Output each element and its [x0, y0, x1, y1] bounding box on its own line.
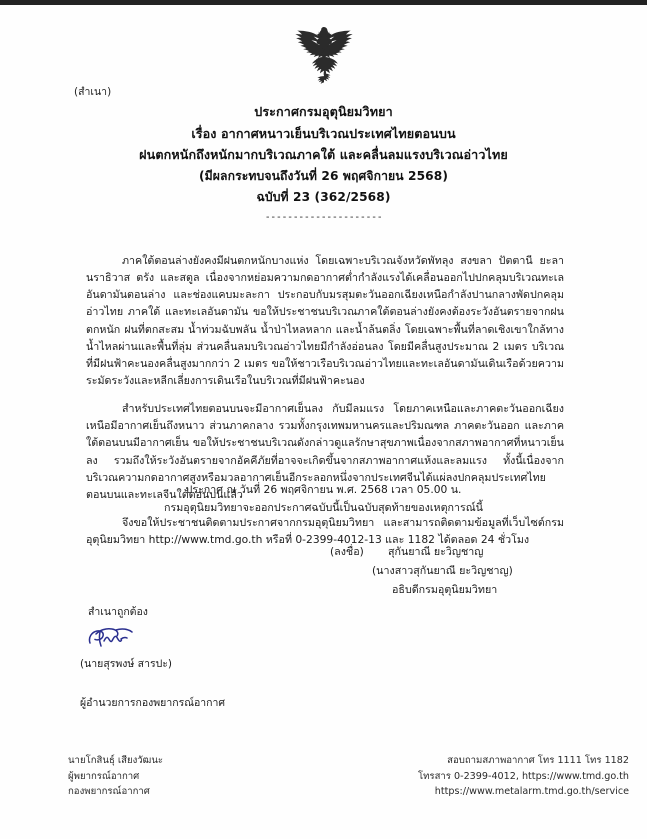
contact-service-url: https://www.metalarm.tmd.go.th/service [434, 786, 629, 797]
announcement-title: ประกาศกรมอุตุนิยมวิทยา [254, 104, 393, 119]
signature-line [330, 542, 590, 561]
document-page [0, 5, 647, 839]
certification-block [80, 603, 320, 711]
signature-block [330, 542, 590, 599]
document-footer [0, 753, 647, 800]
paragraph-2-text: สำหรับประเทศไทยตอนบนจะมีอากาศเย็นลง กับมีลมแรง โดยภาคเหนือและภาคตะวันออกเฉียงเหนือมีอากาศเย็นถึงหนาว ส่วนภาคกลาง รวมทั้งกรุงเทพมหานครและปริมณฑล ภาคตะวันออก และภาคใต้ตอนบนมีอากาศเย็น ขอให้ประชาชนบริเวณดังกล่าวดูแลรักษาสุขภาพเนื่องจากสภาพอากาศที่หนาวเย็นลง รวมถึงให้ระวังอันตรายจากอัคคีภัยที่อาจจะเกิดขึ้นจากสภาพอากาศแห้งและลมแรง ทั้งนี้เนื่องจากบริเวณความกดอากาศสูงหรือมวลอากาศเย็นอีกระลอกหนึ่งจากประเทศจีนได้แผ่ลงปกคลุมประเทศไทยตอนบนและทะเลจีนใต้ตอนบนแล้ว [86, 402, 564, 502]
paragraph-3-text: จึงขอให้ประชาชนติดตามประกาศจากกรมอุตุนิยมวิทยา และสามารถติดตามข้อมูลที่เว็บไซต์กรมอุตุนิยมวิทยา http://www.tmd.go.th หรือที่ 0-2399-4012-13 และ 1182 ได้ตลอด 24 ชั่วโมง [86, 515, 564, 547]
document-header [0, 101, 647, 223]
paragraph-1 [86, 252, 564, 390]
header-divider: --------------------- [264, 209, 383, 223]
footer-left-block [68, 753, 163, 800]
forecaster-division: กองพยากรณ์อากาศ [68, 786, 150, 797]
contact-fax-website-line: โทรสาร 0-2399-4012, https://www.tmd.go.th [417, 770, 629, 782]
certifier-role: ผู้อำนวยการกองพยากรณ์อากาศ [80, 697, 226, 709]
issue-number: ฉบับที่ 23 (362/2568) [256, 190, 391, 204]
forecaster-title: ผู้พยากรณ์อากาศ [68, 770, 140, 782]
paragraph-1-text: ภาคใต้ตอนล่างยังคงมีฝนตกหนักบางแห่ง โดยเฉพาะบริเวณจังหวัดพัทลุง สงขลา ปัตตานี ยะลา นราธิวาส ตรัง และสตูล เนื่องจากหย่อมความกดอากาศต่ำกำลังแรงได้เคลื่อนออกไปปกคลุมบริเวณทะเลอันดามันตอนล่าง และช่องแคบมะละกา ประกอบกับมรสุมตะวันออกเฉียงเหนือกำลังปานกลางพัดปกคลุมอ่าวไทย ภาคใต้ และทะเลอันดามัน ขอให้ประชาชนบริเวณภาคใต้ตอนล่างยังคงต้องระวังอันตรายจากฝนตกหนัก ฝนที่ตกสะสม น้ำท่วมฉับพลัน น้ำป่าไหลหลาก และน้ำล้นตลิ่ง โดยเฉพาะพื้นที่ลาดเชิงเขาใกล้ทางน้ำไหลผ่านและพื้นที่ลุ่ม ส่วนคลื่นลมบริเวณอ่าวไทยมีกำลังอ่อนลง โดยมีคลื่นสูงประมาณ 2 เมตร บริเวณที่มีฝนฟ้าคะนองคลื่นสูงมากกว่า 2 เมตร ขอให้ชาวเรือบริเวณอ่าวไทยและทะเลอันดามันเดินเรือด้วยความระมัดระวังและหลีกเลี่ยงการเดินเรือในบริเวณที่มีฝนฟ้าคะนอง [86, 253, 564, 388]
handwritten-signature [80, 621, 320, 655]
announcement-subject: เรื่อง อากาศหนาวเย็นบริเวณประเทศไทยตอนบน [191, 125, 456, 141]
closing-block [0, 481, 647, 517]
announcement-datetime: ประกาศ ณ วันที่ 26 พฤศจิกายน พ.ศ. 2568 เวลา 05.00 น. [185, 483, 462, 496]
footer-right-block [418, 753, 629, 800]
effective-period: (มีผลกระทบจนถึงวันที่ 26 พฤศจิกายน 2568) [198, 168, 449, 183]
signer-name: สุกันยาณี ยะวิญชาญ [388, 545, 484, 558]
forecaster-name: นายโกสินธุ์ เสียงวัฒนะ [68, 755, 164, 766]
announcement-subject-2: ฝนตกหนักถึงหนักมากบริเวณภาคใต้ และคลื่นลมแรงบริเวณอ่าวไทย [139, 147, 508, 162]
contact-phone-line: สอบถามสภาพอากาศ โทร 1111 โทร 1182 [447, 755, 629, 766]
final-issue-notice: กรมอุตุนิยมวิทยาจะออกประกาศฉบับนี้เป็นฉบับสุดท้ายของเหตุการณ์นี้ [164, 501, 483, 514]
signer-full-name: (นางสาวสุกันยาณี ยะวิญชาญ) [372, 564, 513, 577]
certifier-name: (นายสุรพงษ์ สารปะ) [80, 658, 173, 670]
certification-title: สำเนาถูกต้อง [88, 606, 148, 618]
garuda-emblem [0, 23, 647, 99]
signer-position: อธิบดีกรมอุตุนิยมวิทยา [392, 583, 498, 596]
copy-mark-label: (สำเนา) [74, 86, 112, 98]
signed-label: (ลงชื่อ) [330, 545, 364, 558]
